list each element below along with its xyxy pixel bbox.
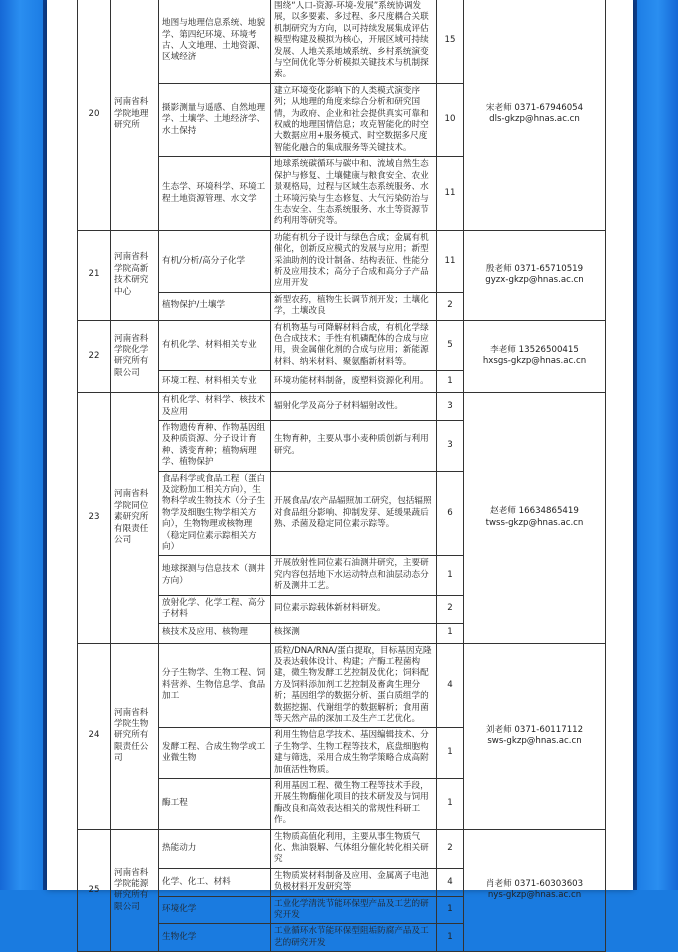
research-direction-cell: 生物育种，主要从事小麦种质创新与利用研究。 — [271, 421, 437, 472]
count-cell: 11 — [437, 157, 464, 230]
major-cell: 有机化学、材料相关专业 — [159, 320, 271, 371]
contact-cell — [464, 230, 606, 320]
count-cell: 11 — [437, 230, 464, 292]
contact-cell — [464, 320, 606, 393]
row-number: 24 — [78, 643, 111, 829]
research-direction-cell: 新型农药，植物生长调节剂开发；土壤化学，土壤改良 — [271, 292, 437, 320]
research-direction-cell: 开展放射性同位素石油测井研究，主要研究内容包括地下水运动特点和油层动态分析及测井工艺。 — [271, 556, 437, 595]
research-direction-cell: 辐射化学及高分子材料辐射改性。 — [271, 393, 437, 421]
contact-name-phone: 殷老师 0371-65710519 — [485, 263, 584, 274]
major-cell: 酶工程 — [159, 778, 271, 829]
major-cell: 化学、化工、材料 — [159, 868, 271, 896]
research-direction-cell: 工业化学清洗节能环保型产品及工艺的研究开发 — [271, 896, 437, 924]
major-cell: 生态学、环境科学、环境工程土地资源管理、水文学 — [159, 157, 271, 230]
research-direction-cell: 同位素示踪载体新材料研发。 — [271, 595, 437, 623]
major-cell: 植物保护/土壤学 — [159, 292, 271, 320]
major-cell: 环境化学 — [159, 896, 271, 924]
count-cell: 3 — [437, 393, 464, 421]
contact-email: dls-gkzp@hnas.ac.cn — [489, 114, 580, 125]
research-direction-cell: 工业循环水节能环保型阻垢防腐产品及工艺的研究开发 — [271, 924, 437, 952]
count-cell: 1 — [437, 778, 464, 829]
research-direction-cell: 核探测 — [271, 623, 437, 643]
count-cell: 2 — [437, 595, 464, 623]
count-cell: 4 — [437, 643, 464, 728]
table-row — [78, 0, 606, 83]
contact-name-phone: 赵老师 16634865419 — [490, 506, 579, 517]
research-direction-cell: 围绕“人口-资源-环境-发展”系统协调发展，以多要素、多过程、多尺度耦合关联机制研究为方向，以可持续发展集成评估模型构建及模拟为核心，开展区域可持续发展、人地关系地域系统、乡村系统演变与空间优化等分析模拟关键技术与机制探索。 — [271, 0, 437, 83]
count-cell: 4 — [437, 868, 464, 896]
unit-name: 河南省科学院生物研究所有限责任公司 — [111, 643, 159, 829]
research-direction-cell: 有机物基与可降解材料合成，有机化学绿色合成技术；手性有机磷配体的合成与应用，贵金属催化剂的合成与应用；新能源材料、纳米材料、聚氨酯新材料等。 — [271, 320, 437, 371]
count-cell: 1 — [437, 924, 464, 952]
row-number: 21 — [78, 230, 111, 320]
row-number: 23 — [78, 393, 111, 643]
unit-name: 河南省科学院化学研究所有限公司 — [111, 320, 159, 393]
unit-name: 河南省科学院地理研究所 — [111, 0, 159, 230]
table-row — [78, 230, 606, 292]
research-direction-cell: 生物质高值化利用，主要从事生物质气化、焦油裂解、气体组分催化转化相关研究 — [271, 829, 437, 868]
major-cell: 分子生物学、生物工程、饲料营养、生物信息学、食品加工 — [159, 643, 271, 728]
major-cell: 热能动力 — [159, 829, 271, 868]
contact-cell — [464, 393, 606, 643]
contact-cell — [464, 829, 606, 952]
unit-name: 河南省科学院能源研究所有限公司 — [111, 829, 159, 952]
research-direction-cell: 建立环境变化影响下的人类模式演变序列；从地理的角度来综合分析和研究国情，为政府、企业和社会提供真实可靠和权威的地理国情信息；攻克智能化的时空大数据应用+服务模式、时空数据多尺度智能化融合的集成服务等关键技术。 — [271, 83, 437, 156]
recruitment-table — [77, 0, 606, 952]
table-row — [78, 320, 606, 371]
count-cell: 1 — [437, 728, 464, 779]
contact-name-phone: 宋老师 0371-67946054 — [485, 102, 584, 113]
contact-email: hxsgs-gkzp@hnas.ac.cn — [482, 356, 587, 367]
research-direction-cell: 开展食品/农产品辐照加工研究，包括辐照对食品组分影响、抑制发芽、延缓果蔬后熟、杀菌及稳定同位素示踪等。 — [271, 471, 437, 556]
count-cell: 6 — [437, 471, 464, 556]
count-cell: 1 — [437, 371, 464, 393]
contact-name-phone: 李老师 13526500415 — [490, 344, 579, 355]
count-cell: 5 — [437, 320, 464, 371]
research-direction-cell: 生物质炭材料制备及应用、金属离子电池负极材料开发研究等 — [271, 868, 437, 896]
table-row — [78, 393, 606, 421]
contact-email: gyzx-gkzp@hnas.ac.cn — [485, 275, 584, 286]
major-cell: 环境工程、材料相关专业 — [159, 371, 271, 393]
table-row — [78, 643, 606, 728]
major-cell: 有机化学、材料学、核技术及应用 — [159, 393, 271, 421]
major-cell: 生物化学 — [159, 924, 271, 952]
right-border-strip — [633, 0, 637, 890]
contact-email: twss-gkzp@hnas.ac.cn — [485, 517, 584, 528]
major-cell: 食品科学或食品工程（蛋白及淀粉加工相关方向），生物科学或生物技术（分子生物学及细胞生物学相关方向），生物物理或核物理（稳定同位素示踪相关方向） — [159, 471, 271, 556]
row-number: 25 — [78, 829, 111, 952]
research-direction-cell: 地球系统碳循环与碳中和、流域自然生态保护与修复、土壤健康与粮食安全、农业景观格局，过程与区域生态系统服务、水土环境污染与生态修复、大气污染防治与生态安全、生态系统服务、水土等资源节约利用等研究等。 — [271, 157, 437, 230]
contact-cell — [464, 0, 606, 230]
row-number: 20 — [78, 0, 111, 230]
research-direction-cell: 环境功能材料制备，废塑料资源化利用。 — [271, 371, 437, 393]
count-cell: 15 — [437, 0, 464, 83]
row-number: 22 — [78, 320, 111, 393]
contact-email: sws-gkzp@hnas.ac.cn — [487, 736, 582, 747]
contact-cell — [464, 643, 606, 829]
research-direction-cell: 利用生物信息学技术、基因编辑技术、分子生物学、生物工程等技术，底盘细胞构建与筛选，采用合成生物学策略合成高附加值活性物质。 — [271, 728, 437, 779]
major-cell: 地图与地理信息系统、地貌学、第四纪环境、环境考古、人文地理、土地资源、区域经济 — [159, 0, 271, 83]
contact-name-phone: 肖老师 0371-60303603 — [485, 879, 584, 890]
major-cell: 摄影测量与遥感、自然地理学、土壤学、土地经济学、水土保持 — [159, 83, 271, 156]
count-cell: 1 — [437, 896, 464, 924]
major-cell: 地球探测与信息技术（测井方向） — [159, 556, 271, 595]
major-cell: 发酵工程、合成生物学或工业微生物 — [159, 728, 271, 779]
contact-name-phone: 刘老师 0371-60117112 — [485, 724, 584, 735]
table-row — [78, 829, 606, 868]
research-direction-cell: 质粒/DNA/RNA/蛋白提取，目标基因克隆及表达载体设计、构建；产酶工程菌构建，微生物发酵工艺控制及优化；饲料配方及饲料添加剂工艺控制及畜禽生理分析；基因组学的数据分析、蛋白质组学的数据挖掘、代谢组学的数据解析；食用菌等天然产品的深加工及生产工艺优化。 — [271, 643, 437, 728]
major-cell: 有机/分析/高分子化学 — [159, 230, 271, 292]
count-cell: 2 — [437, 292, 464, 320]
major-cell: 核技术及应用、核物理 — [159, 623, 271, 643]
count-cell: 1 — [437, 556, 464, 595]
count-cell: 3 — [437, 421, 464, 472]
contact-email: nys-gkzp@hnas.ac.cn — [487, 890, 582, 901]
unit-name: 河南省科学院高新技术研究中心 — [111, 230, 159, 320]
count-cell: 2 — [437, 829, 464, 868]
major-cell: 作物遗传育种、作物基因组及种质资源、分子设计育种、诱变育种；植物病理学、植物保护 — [159, 421, 271, 472]
major-cell: 放射化学、化学工程、高分子材料 — [159, 595, 271, 623]
unit-name: 河南省科学院同位素研究所有限责任公司 — [111, 393, 159, 643]
count-cell: 10 — [437, 83, 464, 156]
research-direction-cell: 功能有机分子设计与绿色合成；金属有机催化，创新反应模式的发展与应用；新型采油助剂的设计制备、结构表征、性能分析及应用技术；高分子合成和高分子产品应用开发 — [271, 230, 437, 292]
research-direction-cell: 利用基因工程、微生物工程等技术手段，开展生物酶催化项目的技术研发及与饲用酶改良和高效表达相关的常规性科研工作。 — [271, 778, 437, 829]
count-cell: 1 — [437, 623, 464, 643]
